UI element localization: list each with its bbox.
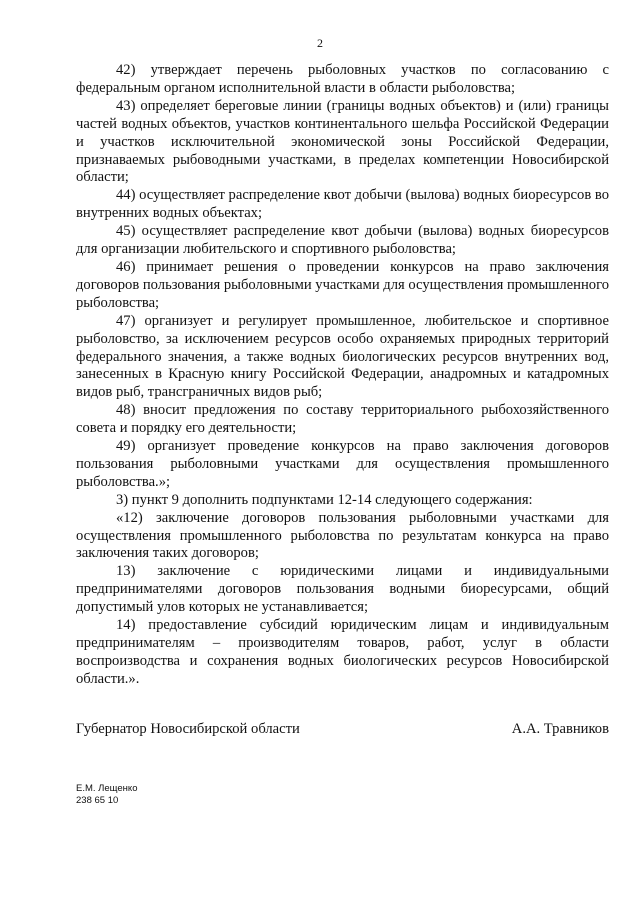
paragraph-item-43: 43) определяет береговые линии (границы водных объектов) и (или) границы частей водных объектов, участков континентального шельфа Российской Федерации и участков исключительной экономической зоны Российской Федерации, признаваемых рыбоводными участками, в пределах компетенции Новосибирской области; — [76, 97, 609, 186]
paragraph-subitem-12: «12) заключение договоров пользования рыболовными участками для осуществления промышленного рыболовства по результатам конкурса на право заключения таких договоров; — [76, 509, 609, 562]
executor-block — [76, 783, 137, 807]
paragraph-item-47: 47) организует и регулирует промышленное, любительское и спортивное рыболовство, за исключением ресурсов особо охраняемых природных территорий федерального значения, а также водных биологических ресурсов внутренних вод, занесенных в Красную книгу Российской Федерации, анадромных и катадромных видов рыб, трансграничных видов рыб; — [76, 312, 609, 401]
paragraph-item-46: 46) принимает решения о проведении конкурсов на право заключения договоров пользования рыболовными участками для осуществления промышленного рыболовства; — [76, 258, 609, 311]
paragraph-item-49: 49) организует проведение конкурсов на право заключения договоров пользования рыболовными участками для осуществления промышленного рыболовства.»; — [76, 438, 609, 490]
executor-phone: 238 65 10 — [76, 795, 119, 806]
signatory-name: А.А. Травников — [511, 721, 609, 737]
signature-block — [76, 720, 609, 738]
page-number: 2 — [317, 36, 323, 50]
document-body — [76, 62, 609, 689]
paragraph-subitem-13: 13) заключение с юридическими лицами и индивидуальными предпринимателями договоров пользования водными биоресурсами, общий допустимый улов которых не устанавливается; — [76, 563, 609, 616]
paragraph-item-45: 45) осуществляет распределение квот добычи (вылова) водных биоресурсов для организации любительского и спортивного рыболовства; — [76, 223, 609, 258]
signatory-position: Губернатор Новосибирской области — [76, 721, 300, 737]
paragraph-item-44: 44) осуществляет распределение квот добычи (вылова) водных биоресурсов во внутренних водных объектах; — [76, 187, 609, 222]
paragraph-item-48: 48) вносит предложения по составу территориального рыбохозяйственного совета и порядку его деятельности; — [76, 402, 609, 437]
paragraph-item-42: 42) утверждает перечень рыболовных участков по согласованию с федеральным органом исполнительной власти в области рыболовства; — [76, 62, 609, 96]
executor-name: Е.М. Лещенко — [76, 783, 138, 794]
paragraph-amendment-3: 3) пункт 9 дополнить подпунктами 12-14 следующего содержания: — [116, 491, 533, 508]
paragraph-subitem-14: 14) предоставление субсидий юридическим лицам и индивидуальным предпринимателям – производителям товаров, работ, услуг в области воспроизводства и сохранения водных биологических ресурсов Новосибирской области.». — [76, 617, 609, 687]
